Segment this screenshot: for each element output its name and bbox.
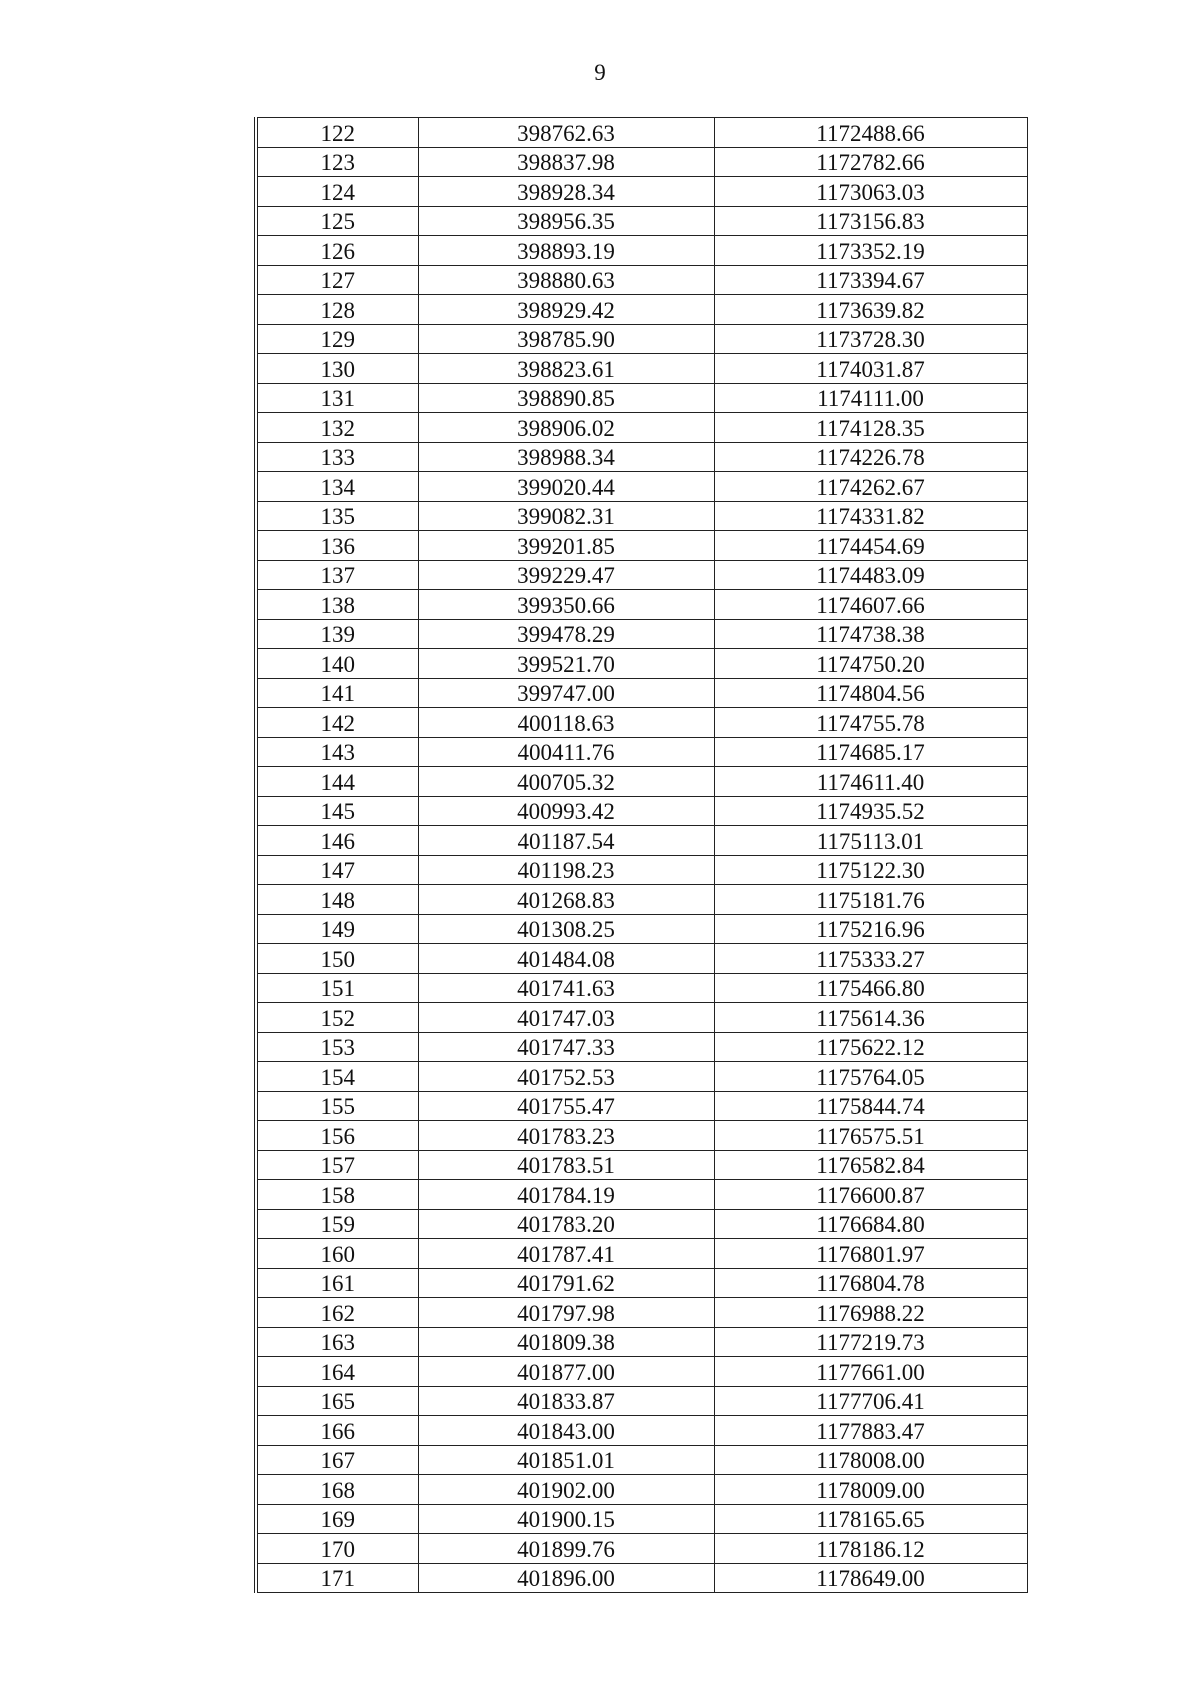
y-coordinate-cell: 1176575.51 <box>714 1121 1027 1151</box>
coordinates-table <box>254 117 1028 1593</box>
x-coordinate-cell: 399350.66 <box>418 590 714 620</box>
x-coordinate-cell: 400993.42 <box>418 796 714 826</box>
point-number-cell: 143 <box>256 737 418 767</box>
table-row <box>256 1357 1027 1387</box>
point-number-cell: 145 <box>256 796 418 826</box>
point-number-cell: 167 <box>256 1445 418 1475</box>
point-number-cell: 140 <box>256 649 418 679</box>
y-coordinate-cell: 1174331.82 <box>714 501 1027 531</box>
y-coordinate-cell: 1175614.36 <box>714 1003 1027 1033</box>
y-coordinate-cell: 1175181.76 <box>714 885 1027 915</box>
x-coordinate-cell: 401851.01 <box>418 1445 714 1475</box>
table-row <box>256 914 1027 944</box>
point-number-cell: 168 <box>256 1475 418 1505</box>
x-coordinate-cell: 398880.63 <box>418 265 714 295</box>
point-number-cell: 151 <box>256 973 418 1003</box>
x-coordinate-cell: 398837.98 <box>418 147 714 177</box>
point-number-cell: 135 <box>256 501 418 531</box>
x-coordinate-cell: 399201.85 <box>418 531 714 561</box>
table-row <box>256 1416 1027 1446</box>
y-coordinate-cell: 1173394.67 <box>714 265 1027 295</box>
x-coordinate-cell: 401833.87 <box>418 1386 714 1416</box>
x-coordinate-cell: 398988.34 <box>418 442 714 472</box>
table-row <box>256 1121 1027 1151</box>
table-row <box>256 767 1027 797</box>
table-row <box>256 1268 1027 1298</box>
x-coordinate-cell: 401843.00 <box>418 1416 714 1446</box>
table-row <box>256 501 1027 531</box>
y-coordinate-cell: 1176684.80 <box>714 1209 1027 1239</box>
point-number-cell: 149 <box>256 914 418 944</box>
point-number-cell: 133 <box>256 442 418 472</box>
table-row <box>256 619 1027 649</box>
table-row <box>256 1032 1027 1062</box>
point-number-cell: 150 <box>256 944 418 974</box>
y-coordinate-cell: 1173639.82 <box>714 295 1027 325</box>
table-row <box>256 1563 1027 1593</box>
x-coordinate-cell: 399020.44 <box>418 472 714 502</box>
y-coordinate-cell: 1174483.09 <box>714 560 1027 590</box>
y-coordinate-cell: 1178165.65 <box>714 1504 1027 1534</box>
x-coordinate-cell: 401752.53 <box>418 1062 714 1092</box>
point-number-cell: 164 <box>256 1357 418 1387</box>
table-row <box>256 944 1027 974</box>
x-coordinate-cell: 398890.85 <box>418 383 714 413</box>
table-row <box>256 678 1027 708</box>
y-coordinate-cell: 1174031.87 <box>714 354 1027 384</box>
x-coordinate-cell: 401755.47 <box>418 1091 714 1121</box>
table-row <box>256 442 1027 472</box>
y-coordinate-cell: 1174804.56 <box>714 678 1027 708</box>
y-coordinate-cell: 1177883.47 <box>714 1416 1027 1446</box>
x-coordinate-cell: 398823.61 <box>418 354 714 384</box>
point-number-cell: 138 <box>256 590 418 620</box>
point-number-cell: 124 <box>256 177 418 207</box>
y-coordinate-cell: 1178186.12 <box>714 1534 1027 1564</box>
y-coordinate-cell: 1178009.00 <box>714 1475 1027 1505</box>
x-coordinate-cell: 398893.19 <box>418 236 714 266</box>
table-row <box>256 413 1027 443</box>
point-number-cell: 139 <box>256 619 418 649</box>
point-number-cell: 148 <box>256 885 418 915</box>
table-row <box>256 1180 1027 1210</box>
point-number-cell: 153 <box>256 1032 418 1062</box>
x-coordinate-cell: 401747.03 <box>418 1003 714 1033</box>
y-coordinate-cell: 1174454.69 <box>714 531 1027 561</box>
y-coordinate-cell: 1175844.74 <box>714 1091 1027 1121</box>
point-number-cell: 137 <box>256 560 418 590</box>
point-number-cell: 132 <box>256 413 418 443</box>
table-row <box>256 324 1027 354</box>
y-coordinate-cell: 1175466.80 <box>714 973 1027 1003</box>
x-coordinate-cell: 399478.29 <box>418 619 714 649</box>
x-coordinate-cell: 401902.00 <box>418 1475 714 1505</box>
point-number-cell: 170 <box>256 1534 418 1564</box>
x-coordinate-cell: 400411.76 <box>418 737 714 767</box>
point-number-cell: 144 <box>256 767 418 797</box>
x-coordinate-cell: 401484.08 <box>418 944 714 974</box>
point-number-cell: 127 <box>256 265 418 295</box>
y-coordinate-cell: 1174755.78 <box>714 708 1027 738</box>
y-coordinate-cell: 1174607.66 <box>714 590 1027 620</box>
table-row <box>256 1209 1027 1239</box>
x-coordinate-cell: 401896.00 <box>418 1563 714 1593</box>
x-coordinate-cell: 401187.54 <box>418 826 714 856</box>
y-coordinate-cell: 1177661.00 <box>714 1357 1027 1387</box>
y-coordinate-cell: 1174750.20 <box>714 649 1027 679</box>
point-number-cell: 161 <box>256 1268 418 1298</box>
point-number-cell: 157 <box>256 1150 418 1180</box>
y-coordinate-cell: 1174128.35 <box>714 413 1027 443</box>
table-row <box>256 1327 1027 1357</box>
y-coordinate-cell: 1173156.83 <box>714 206 1027 236</box>
table-row <box>256 737 1027 767</box>
point-number-cell: 163 <box>256 1327 418 1357</box>
table-row <box>256 1475 1027 1505</box>
table-row <box>256 354 1027 384</box>
y-coordinate-cell: 1173063.03 <box>714 177 1027 207</box>
point-number-cell: 158 <box>256 1180 418 1210</box>
x-coordinate-cell: 399229.47 <box>418 560 714 590</box>
point-number-cell: 128 <box>256 295 418 325</box>
table-row <box>256 295 1027 325</box>
x-coordinate-cell: 401747.33 <box>418 1032 714 1062</box>
y-coordinate-cell: 1172782.66 <box>714 147 1027 177</box>
page-number: 9 <box>594 60 606 85</box>
x-coordinate-cell: 401784.19 <box>418 1180 714 1210</box>
point-number-cell: 162 <box>256 1298 418 1328</box>
point-number-cell: 129 <box>256 324 418 354</box>
point-number-cell: 165 <box>256 1386 418 1416</box>
point-number-cell: 156 <box>256 1121 418 1151</box>
x-coordinate-cell: 401797.98 <box>418 1298 714 1328</box>
y-coordinate-cell: 1176988.22 <box>714 1298 1027 1328</box>
y-coordinate-cell: 1174685.17 <box>714 737 1027 767</box>
x-coordinate-cell: 399747.00 <box>418 678 714 708</box>
y-coordinate-cell: 1174262.67 <box>714 472 1027 502</box>
x-coordinate-cell: 398956.35 <box>418 206 714 236</box>
y-coordinate-cell: 1176582.84 <box>714 1150 1027 1180</box>
point-number-cell: 152 <box>256 1003 418 1033</box>
y-coordinate-cell: 1174738.38 <box>714 619 1027 649</box>
table-row <box>256 118 1027 148</box>
point-number-cell: 142 <box>256 708 418 738</box>
table-row <box>256 1091 1027 1121</box>
table-row <box>256 590 1027 620</box>
x-coordinate-cell: 399082.31 <box>418 501 714 531</box>
y-coordinate-cell: 1177706.41 <box>714 1386 1027 1416</box>
x-coordinate-cell: 401900.15 <box>418 1504 714 1534</box>
x-coordinate-cell: 401877.00 <box>418 1357 714 1387</box>
y-coordinate-cell: 1173728.30 <box>714 324 1027 354</box>
table-row <box>256 796 1027 826</box>
y-coordinate-cell: 1172488.66 <box>714 118 1027 148</box>
x-coordinate-cell: 400118.63 <box>418 708 714 738</box>
table-row <box>256 1150 1027 1180</box>
x-coordinate-cell: 398906.02 <box>418 413 714 443</box>
y-coordinate-cell: 1173352.19 <box>714 236 1027 266</box>
point-number-cell: 141 <box>256 678 418 708</box>
table-row <box>256 855 1027 885</box>
y-coordinate-cell: 1176801.97 <box>714 1239 1027 1269</box>
table-row <box>256 826 1027 856</box>
point-number-cell: 122 <box>256 118 418 148</box>
x-coordinate-cell: 398928.34 <box>418 177 714 207</box>
point-number-cell: 126 <box>256 236 418 266</box>
y-coordinate-cell: 1175333.27 <box>714 944 1027 974</box>
table-row <box>256 383 1027 413</box>
y-coordinate-cell: 1176600.87 <box>714 1180 1027 1210</box>
table-row <box>256 1062 1027 1092</box>
table-row <box>256 1386 1027 1416</box>
y-coordinate-cell: 1176804.78 <box>714 1268 1027 1298</box>
x-coordinate-cell: 401741.63 <box>418 973 714 1003</box>
table-row <box>256 147 1027 177</box>
table-row <box>256 265 1027 295</box>
point-number-cell: 134 <box>256 472 418 502</box>
table-row <box>256 1239 1027 1269</box>
y-coordinate-cell: 1178008.00 <box>714 1445 1027 1475</box>
x-coordinate-cell: 401787.41 <box>418 1239 714 1269</box>
point-number-cell: 154 <box>256 1062 418 1092</box>
y-coordinate-cell: 1174611.40 <box>714 767 1027 797</box>
table-row <box>256 708 1027 738</box>
x-coordinate-cell: 401899.76 <box>418 1534 714 1564</box>
point-number-cell: 130 <box>256 354 418 384</box>
table-row <box>256 177 1027 207</box>
table-row <box>256 1298 1027 1328</box>
table-row <box>256 472 1027 502</box>
table-row <box>256 206 1027 236</box>
point-number-cell: 169 <box>256 1504 418 1534</box>
x-coordinate-cell: 401783.20 <box>418 1209 714 1239</box>
y-coordinate-cell: 1175122.30 <box>714 855 1027 885</box>
table-row <box>256 885 1027 915</box>
coordinates-table-body <box>256 118 1027 1593</box>
point-number-cell: 171 <box>256 1563 418 1593</box>
y-coordinate-cell: 1177219.73 <box>714 1327 1027 1357</box>
point-number-cell: 146 <box>256 826 418 856</box>
point-number-cell: 155 <box>256 1091 418 1121</box>
x-coordinate-cell: 399521.70 <box>418 649 714 679</box>
point-number-cell: 136 <box>256 531 418 561</box>
y-coordinate-cell: 1175764.05 <box>714 1062 1027 1092</box>
table-row <box>256 1445 1027 1475</box>
x-coordinate-cell: 401783.51 <box>418 1150 714 1180</box>
point-number-cell: 131 <box>256 383 418 413</box>
table-row <box>256 1534 1027 1564</box>
y-coordinate-cell: 1175622.12 <box>714 1032 1027 1062</box>
x-coordinate-cell: 401268.83 <box>418 885 714 915</box>
table-row <box>256 1504 1027 1534</box>
point-number-cell: 123 <box>256 147 418 177</box>
table-row <box>256 531 1027 561</box>
table-row <box>256 560 1027 590</box>
y-coordinate-cell: 1174935.52 <box>714 796 1027 826</box>
table-row <box>256 1003 1027 1033</box>
point-number-cell: 159 <box>256 1209 418 1239</box>
y-coordinate-cell: 1175113.01 <box>714 826 1027 856</box>
x-coordinate-cell: 401198.23 <box>418 855 714 885</box>
y-coordinate-cell: 1174226.78 <box>714 442 1027 472</box>
x-coordinate-cell: 400705.32 <box>418 767 714 797</box>
x-coordinate-cell: 401783.23 <box>418 1121 714 1151</box>
y-coordinate-cell: 1175216.96 <box>714 914 1027 944</box>
x-coordinate-cell: 401791.62 <box>418 1268 714 1298</box>
point-number-cell: 125 <box>256 206 418 236</box>
table-row <box>256 973 1027 1003</box>
point-number-cell: 147 <box>256 855 418 885</box>
x-coordinate-cell: 398762.63 <box>418 118 714 148</box>
x-coordinate-cell: 398785.90 <box>418 324 714 354</box>
x-coordinate-cell: 401308.25 <box>418 914 714 944</box>
y-coordinate-cell: 1174111.00 <box>714 383 1027 413</box>
table-row <box>256 236 1027 266</box>
y-coordinate-cell: 1178649.00 <box>714 1563 1027 1593</box>
x-coordinate-cell: 398929.42 <box>418 295 714 325</box>
x-coordinate-cell: 401809.38 <box>418 1327 714 1357</box>
table-row <box>256 649 1027 679</box>
point-number-cell: 160 <box>256 1239 418 1269</box>
point-number-cell: 166 <box>256 1416 418 1446</box>
